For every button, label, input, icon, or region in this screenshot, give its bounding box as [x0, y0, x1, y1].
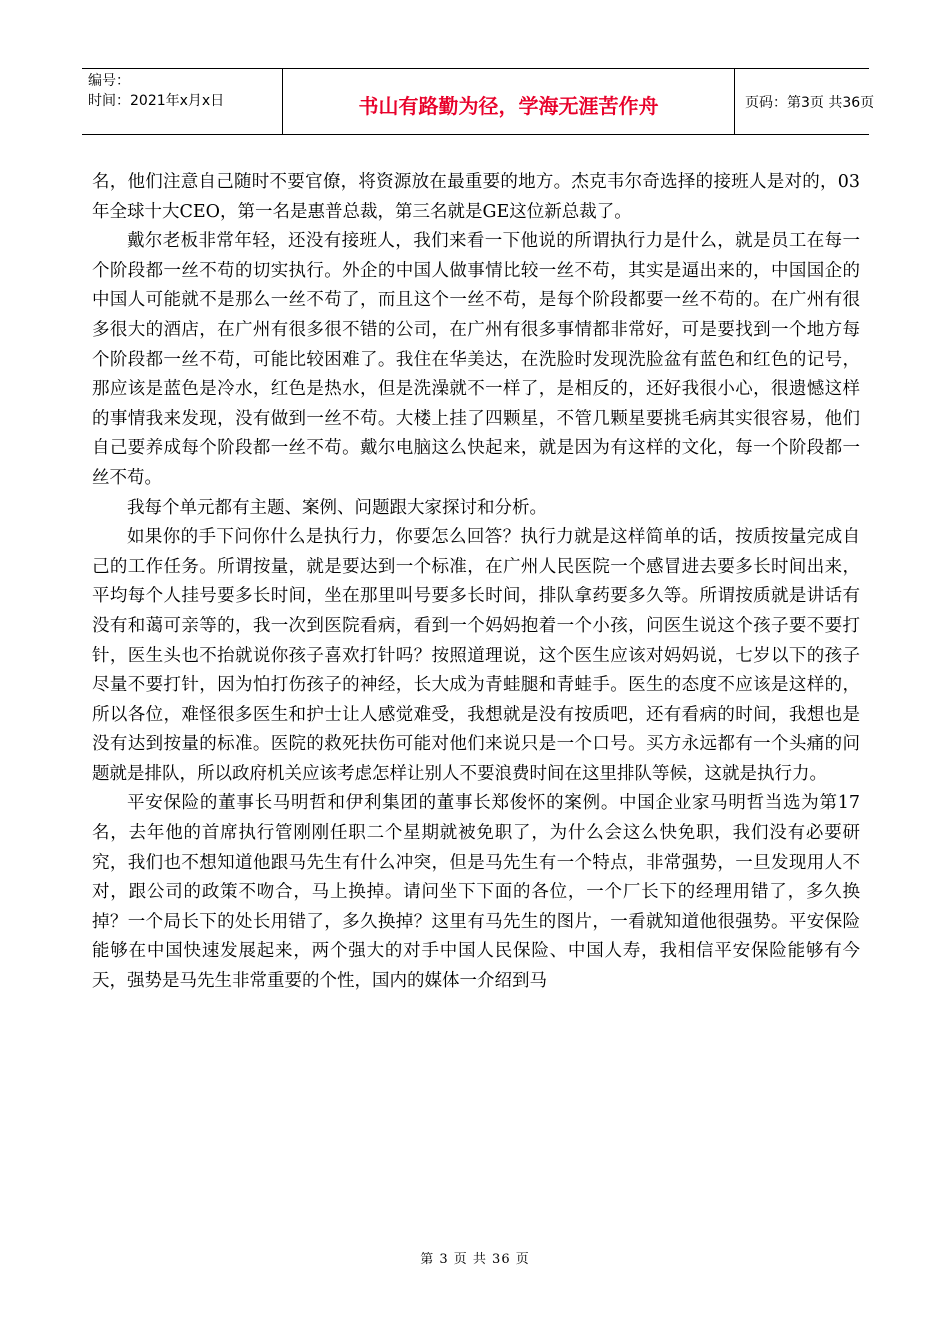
- paragraph: 戴尔老板非常年轻，还没有接班人，我们来看一下他说的所谓执行力是什么，就是员工在每一个阶段都一丝不苟的切实执行。外企的中国人做事情比较一丝不苟，其实是逼出来的，中国国企的中国人可能就不是那么一丝不苟了，而且这个一丝不苟，是每个阶段都要一丝不苟的。在广州有很多很大的酒店，在广州有很多很不错的公司，在广州有很多事情都非常好，可是要找到一个地方每个阶段都一丝不苟，可能比较困难了。我住在华美达，在洗脸时发现洗脸盆有蓝色和红色的记号，那应该是蓝色是冷水，红色是热水，但是洗澡就不一样了，是相反的，还好我很小心，很遗憾这样的事情我来发现，没有做到一丝不苟。大楼上挂了四颗星，不管几颗星要挑毛病其实很容易，他们自己要养成每个阶段都一丝不苟。戴尔电脑这么快起来，就是因为有这样的文化，每一个阶段都一丝不苟。: [92, 231, 860, 488]
- paragraph: 我每个单元都有主题、案例、问题跟大家探讨和分析。: [127, 497, 547, 518]
- number-label: 编号：: [88, 73, 130, 89]
- page-info: 页码：第3页 共36页: [745, 95, 875, 111]
- page-footer: 第 3 页 共 36 页: [420, 1252, 530, 1267]
- paragraph: 平安保险的董事长马明哲和伊利集团的董事长郑俊怀的案例。中国企业家马明哲当选为第17名，去年他的首席执行管刚刚任职二个星期就被免职了，为什么会这么快免职，我们没有必要研究，我们也不想知道他跟马先生有什么冲突，但是马先生有一个特点，非常强势，一旦发现用人不对，跟公司的政策不吻合，马上换掉。请问坐下下面的各位，一个厂长下的经理用错了，多久换掉？一个局长下的处长用错了，多久换掉？这里有马先生的图片，一看就知道他很强势。平安保险能够在中国快速发展起来，两个强大的对手中国人民保险、中国人寿，我相信平安保险能够有今天，强势是马先生非常重要的个性，国内的媒体一介绍到马: [92, 793, 860, 992]
- motto: 书山有路勤为径，学海无涯苦作舟: [358, 94, 659, 118]
- header-left-cell: [82, 69, 282, 134]
- header-center-cell: [282, 69, 735, 134]
- header-table: [82, 68, 875, 135]
- document-body: [92, 168, 860, 997]
- time-label: 时间：2021年x月x日: [88, 93, 225, 109]
- paragraph: 如果你的手下问你什么是执行力，你要怎么回答？执行力就是这样简单的话，按质按量完成自己的工作任务。所谓按量，就是要达到一个标准，在广州人民医院一个感冒进去要多长时间出来，平均每个人挂号要多长时间，坐在那里叫号要多长时间，排队拿药要多久等。所谓按质就是讲话有没有和蔼可亲等的，我一次到医院看病，看到一个妈妈抱着一个小孩，问医生说这个孩子要不要打针，医生头也不抬就说你孩子喜欢打针吗？按照道理说，这个医生应该对妈妈说，七岁以下的孩子尽量不要打针，因为怕打伤孩子的神经，长大成为青蛙腿和青蛙手。医生的态度不应该是这样的，所以各位，难怪很多医生和护士让人感觉难受，我想就是没有按质吧，还有看病的时间，我想也是没有达到按量的标准。医院的救死扶伤可能对他们来说只是一个口号。买方永远都有一个头痛的问题就是排队，所以政府机关应该考虑怎样让别人不要浪费时间在这里排队等候，这就是执行力。: [92, 527, 860, 784]
- paragraph: 名，他们注意自己随时不要官僚，将资源放在最重要的地方。杰克韦尔奇选择的接班人是对的，03年全球十大CEO，第一名是惠普总裁，第三名就是GE这位新总裁了。: [92, 172, 860, 222]
- header-right-cell: [735, 69, 875, 134]
